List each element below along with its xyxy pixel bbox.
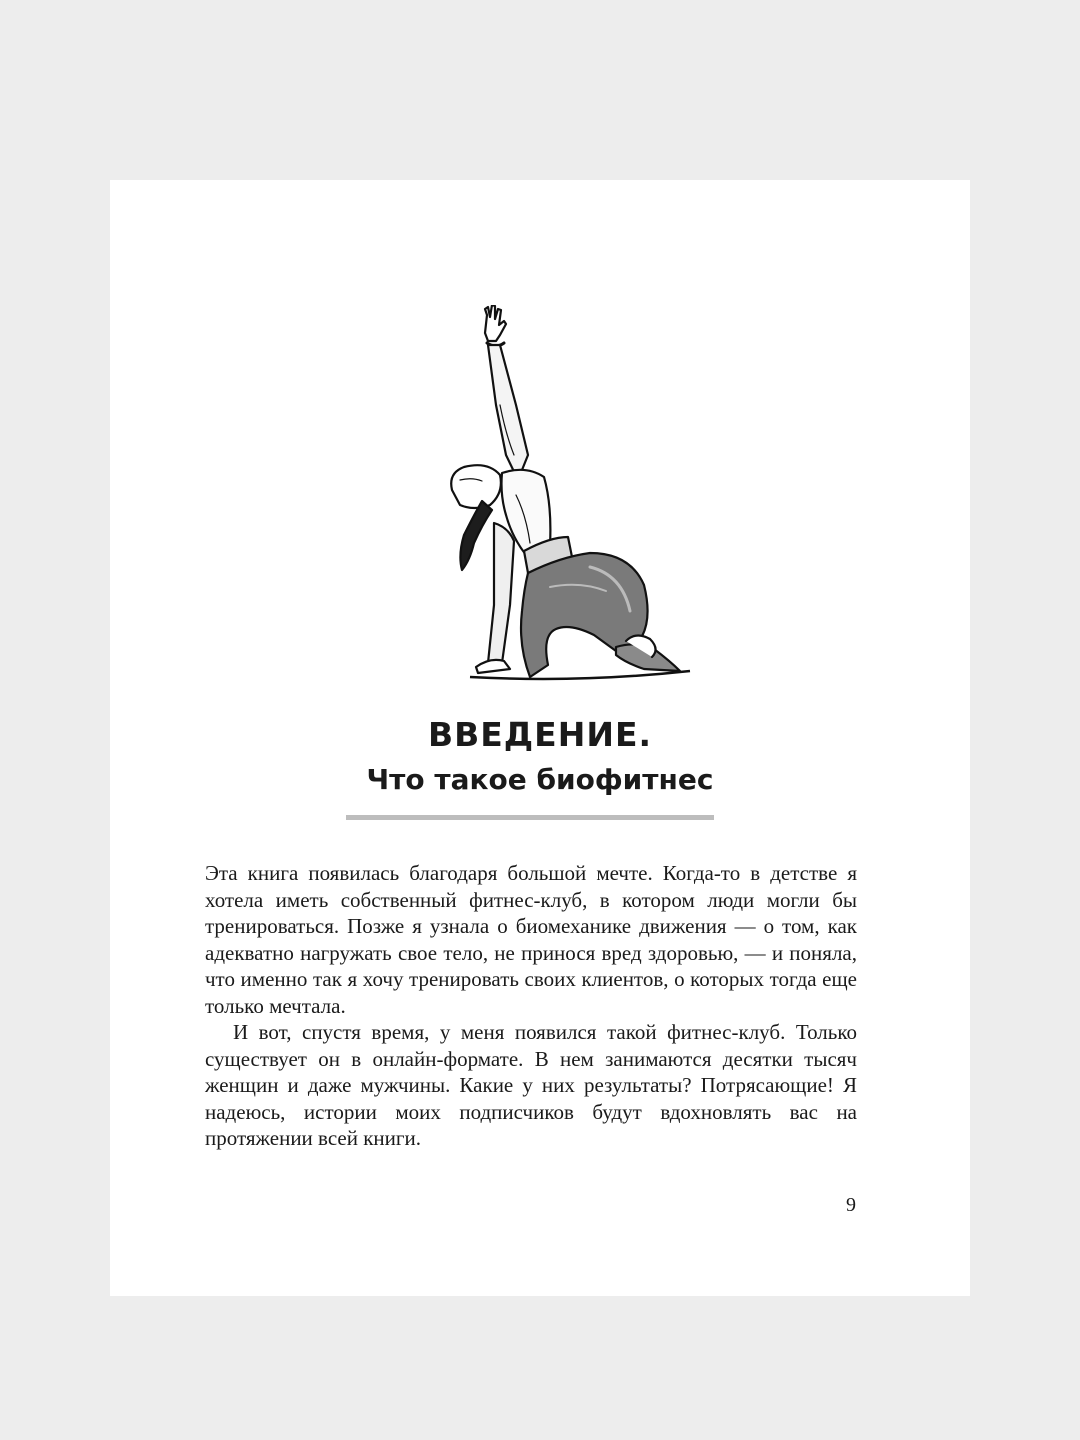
paragraph: И вот, спустя время, у меня появился такой фитнес-клуб. Только существует он в онлайн-формате. В нем занимаются десятки тысяч женщин и даже мужчины. Какие у них результаты? Потрясающие! Я надеюсь, истории моих подписчиков будут вдохновлять вас на протяжении всей книги.: [205, 1020, 857, 1150]
page-number: 9: [846, 1194, 856, 1216]
paragraph: Эта книга появилась благодаря большой мечте. Когда-то в детстве я хотела иметь собственный фитнес-клуб, в котором люди могли бы тренироваться. Позже я узнала о биомеханике движения — о том, как адекватно нагружать свое тело, не принося вред здоровью, — и поняла, что именно так я хочу тренировать своих клиентов, о которых тогда еще только мечтала.: [205, 861, 857, 1018]
body-text: [205, 860, 857, 1152]
title-divider: [346, 815, 714, 820]
book-page: [110, 180, 970, 1296]
woman-stretch-illustration: [430, 305, 710, 705]
chapter-subtitle: Что такое биофитнес: [366, 763, 714, 796]
chapter-title: ВВЕДЕНИЕ.: [427, 715, 653, 754]
